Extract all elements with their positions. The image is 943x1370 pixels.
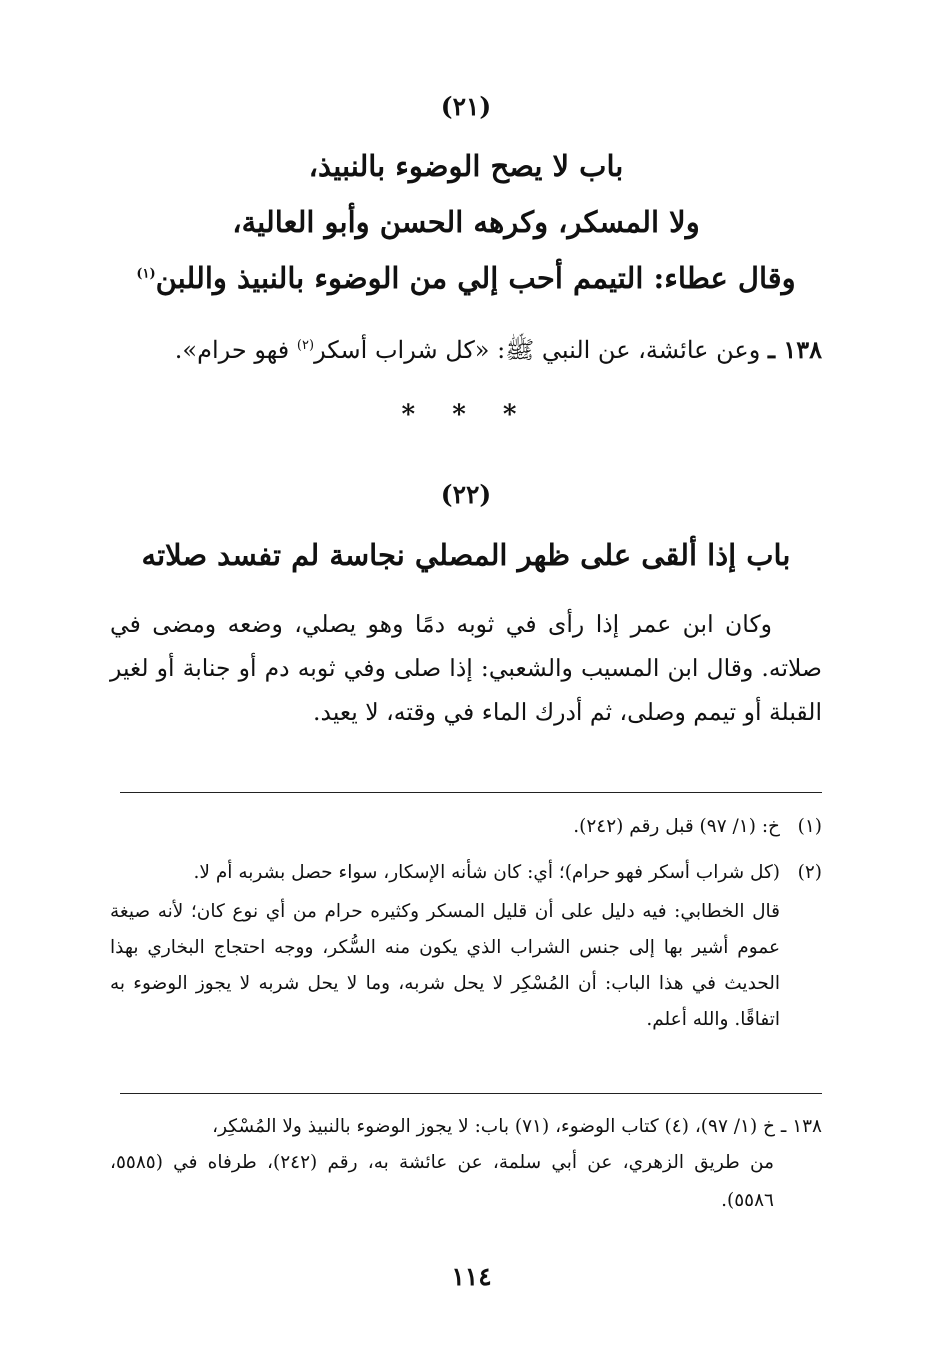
footnote-2-continuation: قال الخطابي: فيه دليل على أن قليل المسكر وكثيره حرام من أي نوع كان؛ لأنه صيغة عموم أشير بها إلى جنس الشراب الذي يكون منه السُّكر، ووجه احتجاج البخاري بهذا الحديث في هذا الباب: أن المُسْكِر لا يحل شربه، وما لا يحل شربه لا يجوز الوضوء به اتفاقًا. والله أعلم. — [110, 901, 780, 1030]
footnote-ref-2: (٢) — [296, 338, 315, 353]
chapter-22-number: (٢٢) — [440, 480, 492, 509]
footnote-1 — [110, 810, 822, 844]
source-note — [110, 1110, 822, 1220]
source-note-continuation: من طريق الزهري، عن أبي سلمة، عن عائشة به، رقم (٢٤٢)، طرفاه في (٥٥٨٥، ٥٥٨٦). — [110, 1152, 774, 1211]
chapter-21-title-line-3-text: وقال عطاء: التيمم أحب إلي من الوضوء بالنبيذ واللبن — [155, 261, 796, 295]
chapter-21-title — [110, 138, 822, 306]
footnote-2-marker: (٢) — [797, 862, 822, 883]
footnote-2-text: (كل شراب أسكر فهو حرام)؛ أي: كان شأنه الإسكار، سواء حصل بشربه أم لا. — [193, 862, 780, 883]
footnote-2 — [110, 856, 822, 1038]
hadith-text-a: وعن عائشة، عن النبي ﷺ: «كل شراب أسكر — [314, 336, 761, 364]
footnote-rule — [120, 792, 822, 793]
source-note-lead: ١٣٨ ـ خ (١/ ٩٧)، (٤) كتاب الوضوء، (٧١) باب: لا يجوز الوضوء بالنبيذ ولا المُسْكِر، — [212, 1116, 822, 1137]
section-separator: * * * — [401, 400, 531, 430]
footnote-2-first-line — [110, 856, 822, 890]
chapter-22-paragraph-text: وكان ابن عمر إذا رأى في ثوبه دمًا وهو يصلي، وضعه ومضى في صلاته. وقال ابن المسيب والشعبي: إذا صلى وفي ثوبه دم أو جنابة أو لغير القبلة أو تيمم وصلى، ثم أدرك الماء في وقته، لا يعيد. — [110, 610, 822, 726]
footnote-ref-1: (١) — [136, 266, 156, 282]
chapter-21-title-line-2: ولا المسكر، وكرهه الحسن وأبو العالية، — [232, 205, 700, 239]
hadith-138 — [110, 330, 822, 370]
page-number: ١١٤ — [451, 1262, 492, 1291]
chapter-22-paragraph — [110, 602, 822, 734]
hadith-text-b: فهو حرام». — [174, 336, 290, 364]
chapter-21-number: (٢١) — [440, 92, 492, 121]
footnote-1-text: خ: (١/ ٩٧) قبل رقم (٢٤٢). — [573, 816, 780, 837]
footnote-1-marker: (١) — [797, 816, 822, 837]
chapter-21-title-line-1: باب لا يصح الوضوء بالنبيذ، — [308, 149, 624, 183]
source-rule — [120, 1093, 822, 1094]
chapter-21-title-line-3 — [110, 250, 822, 306]
chapter-22-title: باب إذا ألقى على ظهر المصلي نجاسة لم تفسد صلاته — [141, 538, 791, 572]
hadith-number: ١٣٨ ـ — [767, 335, 822, 364]
